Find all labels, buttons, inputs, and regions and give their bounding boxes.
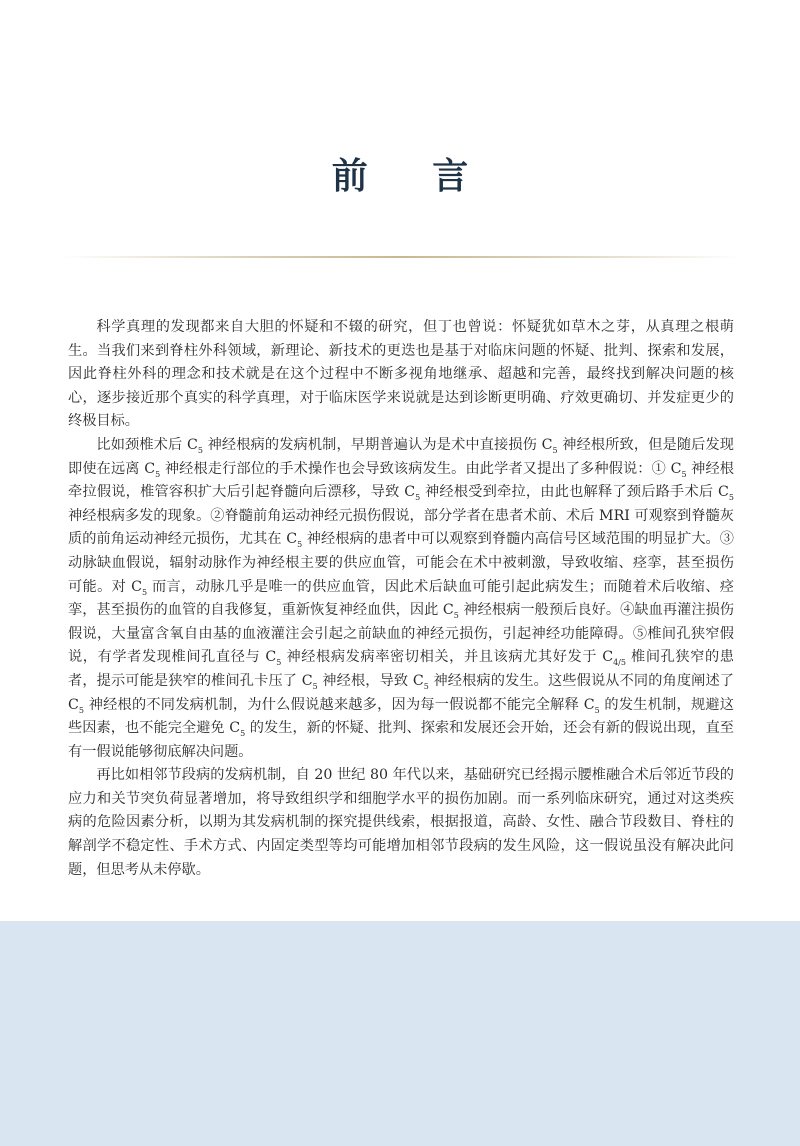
paragraph-text: 神经根走行部位的手术操作也会导致该病发生。由此学者又提出了多种假说：① C [160, 460, 682, 477]
subscript: 5 [155, 469, 161, 479]
subscript: 5 [312, 681, 318, 691]
paragraph-text: 的发生机制，规避这些因素，也不能完全避免 C [68, 696, 734, 737]
subscript: 5 [594, 705, 600, 715]
footer-band [0, 921, 800, 1146]
paragraph-3 [68, 764, 734, 882]
paragraph-text: 神经根病多发的现象。②脊髓前角运动神经元损伤假说，部分学者在患者术前、术后 MRI 可观察到脊髓灰质的前角运动神经元损伤，尤其在 C [68, 507, 734, 548]
paragraph-text: 比如颈椎术后 C [96, 436, 198, 453]
paragraph-text: 科学真理的发现都来自大胆的怀疑和不辍的研究，但丁也曾说：怀疑犹如草木之芽，从真理之根萌生。当我们来到脊柱外科领域，新理论、新技术的更迭也是基于对临床问题的怀疑、批判、探索和发展，因此脊柱外科的理念和技术就是在这个过程中不断多视角地继承、超越和完善，最终找到解决问题的核心，逐步接近那个真实的科学真理，对于临床医学来说就是达到诊断更明确、疗效更确切、并发症更少的终极目标。 [68, 319, 734, 430]
subscript: 5 [197, 445, 203, 455]
paragraph-text: 神经根病一般预后良好。④缺血再灌注损伤假说，大量富含氧自由基的血液灌注会引起之前缺血的神经元损伤，引起神经功能障碍。⑤椎间孔狭窄假说，有学者发现椎间孔直径与 C [68, 602, 734, 666]
subscript: 5 [240, 728, 246, 738]
paragraph-text: 神经根病发病率密切相关，并且该病尤其好发于 C [281, 649, 614, 666]
subscript: 5 [552, 445, 558, 455]
title-divider [60, 256, 740, 258]
subscript: 5 [276, 658, 282, 668]
paragraph-text: 神经根病的发病机制，早期普遍认为是术中直接损伤 C [202, 436, 553, 453]
paragraph-text: 神经根受到牵拉，由此也解释了颈后路手术后 C [420, 484, 729, 501]
paragraph-text: 神经根所致，但是随后发现即使在远离 C [68, 436, 734, 477]
subscript: 5 [297, 540, 303, 550]
paragraph-text: 椎间孔狭窄的患者，提示可能是狭窄的椎间孔卡压了 C [68, 649, 734, 689]
page-title: 前 言 [331, 156, 495, 197]
paragraph-2 [68, 434, 734, 764]
paragraph-text: 神经根病的发生。这些假说从不同的角度阐述了 C [68, 672, 734, 713]
paragraph-text: 再比如相邻节段病的发病机制，自 20 世纪 80 年代以来，基础研究已经揭示腰椎融合术后邻近节段的应力和关节突负荷显著增加，将导致组织学和细胞学水平的损伤加剧。而一系列临床研究，通过对这类疾病的危险因素分析，以期为其发病机制的探究提供线索，根据报道，高龄、女性、融合节段数目、脊柱的解剖学不稳定性、手术方式、内固定类型等均可能增加相邻节段病的发生风险，这一假说虽没有解决此问题，但思考从未停歇。 [68, 767, 734, 878]
paragraph-text: 神经根，导致 C [317, 672, 424, 689]
paragraph-text: 神经根牵拉假说，椎管容积扩大后引起脊髓向后漂移，导致 C [68, 460, 734, 501]
paragraph-1 [68, 316, 734, 434]
paragraph-text: 而言，动脉几乎是唯一的供应血管，因此术后缺血可能引起此病发生；而随着术后收缩、痉挛，甚至损伤的血管的自我修复，重新恢复神经血供，因此 C [68, 578, 734, 619]
subscript: 5 [423, 681, 429, 691]
subscript: 5 [415, 492, 421, 502]
subscript: 5 [453, 610, 459, 620]
subscript: 5 [728, 492, 734, 502]
paragraph-text: 神经根的不同发病机制，为什么假说越来越多，因为每一假说都不能完全解释 C [83, 696, 595, 713]
paragraph-text: 的发生，新的怀疑、批判、探索和发展还会开始，还会有新的假说出现，直至有一假说能够彻底解决问题。 [68, 720, 734, 760]
subscript: 5 [681, 469, 687, 479]
subscript: 4/5 [613, 658, 626, 668]
preface-body [68, 316, 734, 882]
subscript: 5 [78, 705, 84, 715]
paragraph-text: 神经根病的患者中可以观察到脊髓内高信号区域范围的明显扩大。③动脉缺血假说，辐射动脉作为神经根主要的供应血管，可能会在术中被刺激，导致收缩、痉挛，甚至损伤可能。对 C [68, 531, 734, 595]
subscript: 5 [141, 587, 148, 597]
